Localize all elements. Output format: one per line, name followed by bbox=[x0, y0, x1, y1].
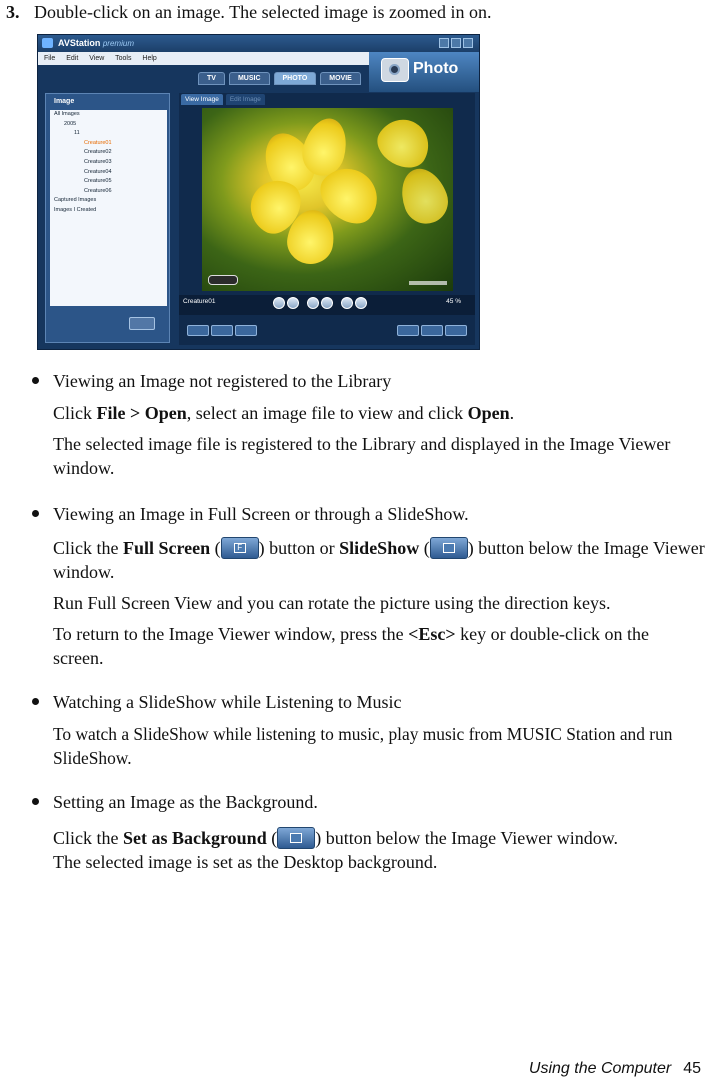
section-heading: Watching a SlideShow while Listening to Music bbox=[53, 692, 402, 712]
page-footer bbox=[529, 1060, 701, 1078]
tree-item[interactable]: Images I Created bbox=[54, 206, 97, 213]
tab-photo[interactable]: PHOTO bbox=[274, 72, 317, 85]
viewer-tabs bbox=[181, 94, 265, 105]
image-panel bbox=[45, 93, 170, 343]
section-title: Photo bbox=[413, 60, 459, 77]
tree-item[interactable]: All Images bbox=[54, 111, 80, 117]
image-viewer bbox=[179, 93, 475, 345]
tree-item[interactable]: Creature04 bbox=[84, 168, 112, 175]
step-number: 3. bbox=[6, 2, 20, 22]
tree-item[interactable]: 11 bbox=[74, 130, 80, 137]
menu-help[interactable]: Help bbox=[142, 55, 157, 62]
bullet-dot bbox=[32, 698, 39, 705]
zoom-out-icon[interactable] bbox=[287, 297, 299, 309]
bullet-dot bbox=[32, 377, 39, 384]
section-heading: Setting an Image as the Background. bbox=[53, 792, 318, 812]
tree-item[interactable]: Creature05 bbox=[84, 178, 112, 185]
tab-tv[interactable]: TV bbox=[198, 72, 225, 85]
flower-petal bbox=[370, 110, 438, 176]
section-body: The selected image is set as the Desktop background. bbox=[53, 852, 438, 872]
section-body: Click the Full Screen (F ) button or SlideShow ( ) button below the Image Viewer window. bbox=[53, 536, 713, 584]
flower-petal bbox=[394, 162, 453, 230]
maximize-icon[interactable] bbox=[451, 38, 461, 48]
section-body: The selected image file is registered to the Library and displayed in the Image Viewer window. bbox=[53, 434, 671, 478]
viewer-button-c[interactable] bbox=[445, 325, 467, 336]
section-body: Click File > Open, select an image file to view and click Open. bbox=[53, 403, 515, 423]
full-screen-icon bbox=[221, 537, 259, 559]
bullet-dot bbox=[32, 510, 39, 517]
slideshow-icon bbox=[430, 537, 468, 559]
tab-music[interactable]: MUSIC bbox=[229, 72, 270, 85]
tab-movie[interactable]: MOVIE bbox=[320, 72, 361, 85]
step-text: Double-click on an image. The selected image is zoomed in on. bbox=[34, 2, 492, 22]
window-controls[interactable] bbox=[439, 38, 473, 48]
photo-header bbox=[369, 52, 479, 92]
bullet-dot bbox=[32, 798, 39, 805]
app-titlebar bbox=[38, 35, 479, 52]
tree-item[interactable]: Creature03 bbox=[84, 158, 112, 165]
section-heading: Viewing an Image in Full Screen or through a SlideShow. bbox=[53, 504, 469, 524]
section-heading: Viewing an Image not registered to the Library bbox=[53, 371, 392, 391]
tab-edit-image[interactable]: Edit Image bbox=[226, 94, 265, 105]
section-body: Run Full Screen View and you can rotate the picture using the direction keys. bbox=[53, 593, 611, 613]
flower-photo[interactable] bbox=[202, 108, 453, 291]
viewer-button-a[interactable] bbox=[397, 325, 419, 336]
panel-title: Image bbox=[54, 98, 75, 105]
watermark-url bbox=[409, 281, 447, 285]
tree-item[interactable]: Creature01 bbox=[84, 139, 112, 146]
image-name: Creature01 bbox=[183, 298, 216, 305]
section-body: To watch a SlideShow while listening to music, play music from MUSIC Station and run SlideShow. bbox=[53, 724, 673, 768]
page-icon[interactable] bbox=[355, 297, 367, 309]
menu-bar bbox=[38, 52, 378, 65]
viewer-button-b[interactable] bbox=[421, 325, 443, 336]
section-body: Click the Set as Background ( ) button below the Image Viewer window. bbox=[53, 828, 619, 848]
camera-icon bbox=[381, 58, 409, 82]
panel-add-button[interactable] bbox=[129, 317, 155, 330]
set-as-background-icon bbox=[277, 827, 315, 849]
step-3 bbox=[6, 0, 492, 24]
menu-view[interactable]: View bbox=[89, 55, 105, 62]
section-body: To return to the Image Viewer window, press the <Esc> key or double-click on the screen. bbox=[53, 624, 650, 668]
zoom-in-icon[interactable] bbox=[273, 297, 285, 309]
next-icon[interactable] bbox=[321, 297, 333, 309]
camera-brand-logo bbox=[208, 275, 238, 285]
tree-item[interactable]: 2005 bbox=[64, 120, 77, 127]
app-logo-icon bbox=[42, 38, 53, 48]
menu-file[interactable]: File bbox=[44, 55, 56, 62]
tab-view-image[interactable]: View Image bbox=[181, 94, 223, 105]
footer-title: Using the Computer bbox=[528, 1060, 672, 1077]
image-tree bbox=[50, 110, 167, 306]
menu-tools[interactable]: Tools bbox=[115, 55, 132, 62]
tree-item[interactable]: Creature02 bbox=[84, 149, 112, 156]
app-title: AVStation premium bbox=[58, 38, 134, 48]
full-screen-button[interactable] bbox=[187, 325, 209, 336]
station-tabs bbox=[198, 72, 361, 85]
minimize-icon[interactable] bbox=[439, 38, 449, 48]
tree-item[interactable]: Captured Images bbox=[54, 197, 97, 204]
zoom-level: 45 % bbox=[446, 298, 461, 305]
tree-item[interactable]: Creature06 bbox=[84, 187, 112, 194]
menu-edit[interactable]: Edit bbox=[66, 55, 79, 62]
avstation-screenshot bbox=[37, 34, 480, 350]
previous-icon[interactable] bbox=[307, 297, 319, 309]
close-icon[interactable] bbox=[463, 38, 473, 48]
rotate-icon[interactable] bbox=[341, 297, 353, 309]
page-number: 45 bbox=[683, 1060, 701, 1077]
background-button[interactable] bbox=[235, 325, 257, 336]
slideshow-button[interactable] bbox=[211, 325, 233, 336]
